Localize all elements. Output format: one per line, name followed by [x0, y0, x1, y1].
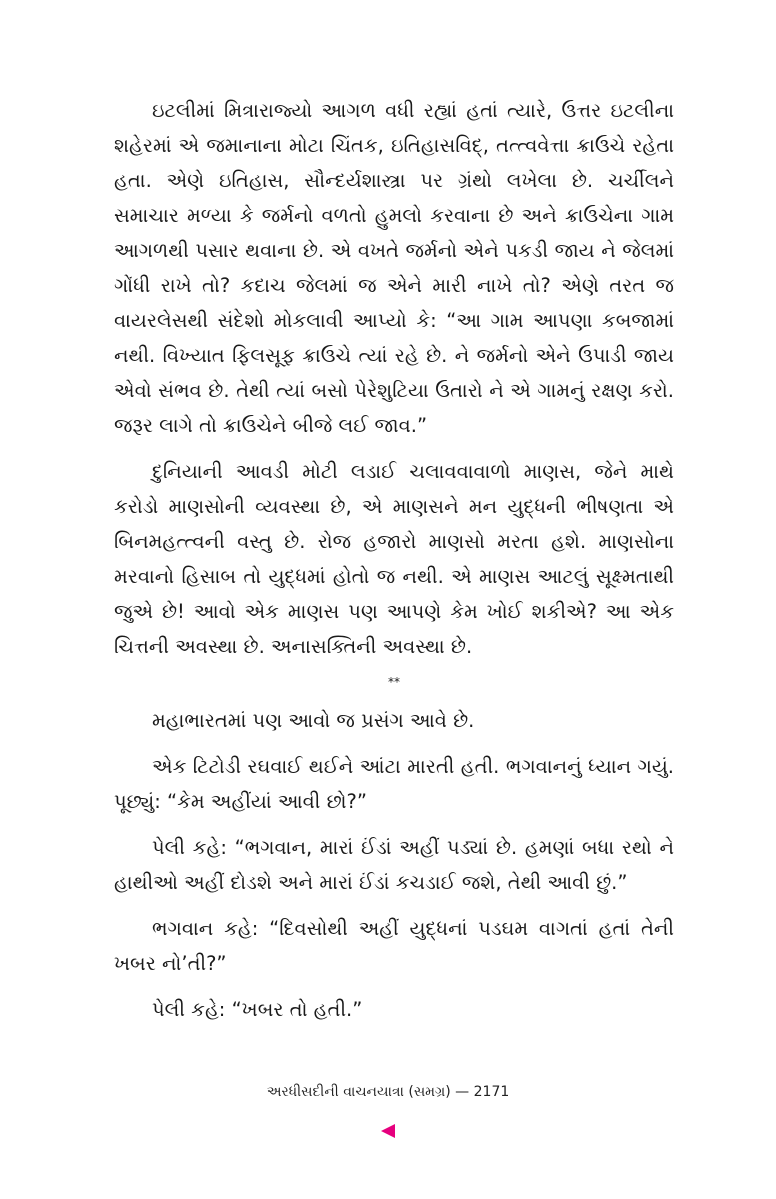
page-footer: અરધીસદીની વાચનયાત્રા (સમગ્ર) — 2171 — [266, 1084, 510, 1100]
paragraph: મહાભારતમાં પણ આવો જ પ્રસંગ આવે છે. — [152, 709, 475, 732]
paragraph: પેલી કહે: “ખબર તો હતી.” — [152, 998, 363, 1021]
paragraph: એક ટિટોડી રઘવાઈ થઈને આંટા મારતી હતી. ભગવાનનું ધ્યાન ગયું. પૂછ્યું: “કેમ અહીંયાં આવી છો?” — [114, 755, 674, 813]
paragraph: પેલી કહે: “ભગવાન, મારાં ઈંડાં અહીં પડ્યાં છે. હમણાં બધા રથો ને હાથીઓ અહીં દોડશે અને મારાં ઈંડાં કચડાઈ જશે, તેથી આવી છું.” — [114, 836, 674, 894]
previous-page-icon[interactable] — [381, 1124, 395, 1138]
page-body — [114, 93, 674, 1038]
section-separator: ** — [388, 675, 400, 689]
paragraph: ભગવાન કહે: “દિવસોથી અહીં યુદ્ધનાં પડઘમ વાગતાં હતાં તેની ખબર નો’તી?” — [114, 917, 674, 975]
paragraph: ઇટલીમાં મિત્રારાજ્યો આગળ વધી રહ્યાં હતાં ત્યારે, ઉત્તર ઇટલીના શહેરમાં એ જમાનાના મોટા ચિંતક, ઇતિહાસવિદ્, તત્ત્વવેત્તા ક્રાઉચે રહેતા હતા. એણે ઇતિહાસ, સૌન્દર્યશાસ્ત્રા પર ગ્રંથો લખેલા છે. ચર્ચીલને સમાચાર મળ્યા કે જર્મનો વળતો હુમલો કરવાના છે અને ક્રાઉચેના ગામ આગળથી પસાર થવાના છે. એ વખતે જર્મનો એને પકડી જાય ને જેલમાં ગોંધી રાખે તો? કદાચ જેલમાં જ એને મારી નાખે તો? એણે તરત જ વાયરલેસથી સંદેશો મોકલાવી આપ્યો કે: “આ ગામ આપણા કબજામાં નથી. વિખ્યાત ફિલસૂફ ક્રાઉચે ત્યાં રહે છે. ને જર્મનો એને ઉપાડી જાય એવો સંભવ છે. તેથી ત્યાં બસો પેરેશુટિયા ઉતારો ને એ ગામનું રક્ષણ કરો. જરૂર લાગે તો ક્રાઉચેને બીજે લઈ જાવ.” — [114, 99, 674, 437]
paragraph: દુનિયાની આવડી મોટી લડાઈ ચલાવવાવાળો માણસ, જેને માથે કરોડો માણસોની વ્યવસ્થા છે, એ માણસને મન યુદ્ધની ભીષણતા એ બિનમહત્ત્વની વસ્તુ છે. રોજ હજારો માણસો મરતા હશે. માણસોના મરવાનો હિસાબ તો યુદ્ધમાં હોતો જ નથી. એ માણસ આટલું સૂક્ષ્મતાથી જુએ છે! આવો એક માણસ પણ આપણે કેમ ખોઈ શકીએ? આ એક ચિત્તની અવસ્થા છે. અનાસક્તિની અવસ્થા છે. — [114, 460, 674, 658]
